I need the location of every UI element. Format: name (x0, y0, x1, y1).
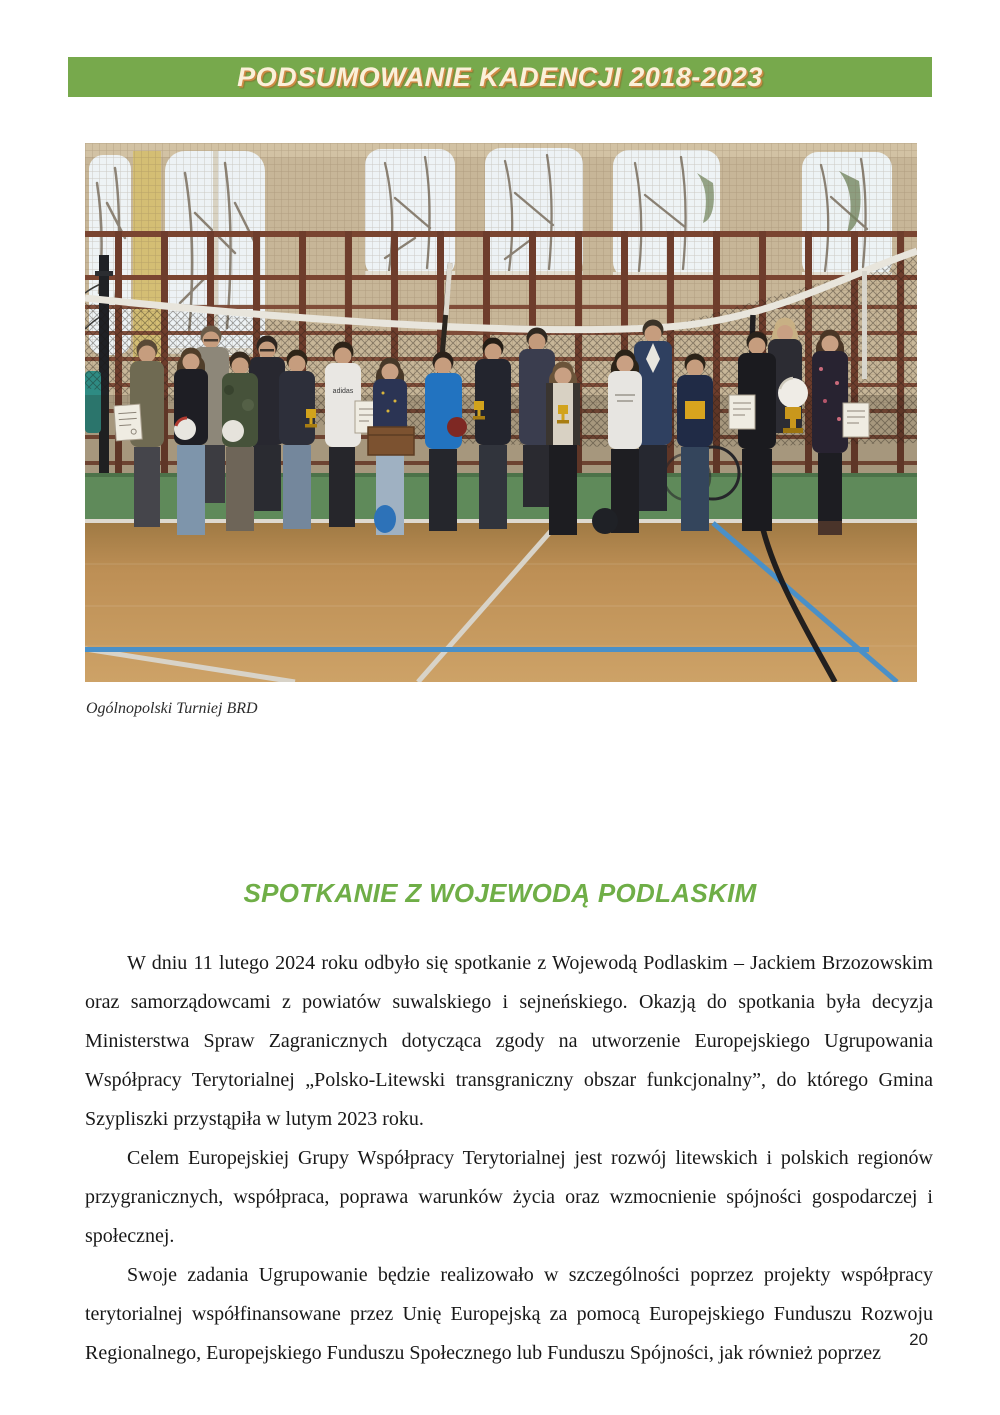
section-heading: SPOTKANIE Z WOJEWODĄ PODLASKIM (243, 878, 757, 908)
paragraph-2: Celem Europejskiej Grupy Współpracy Terytorialnej jest rozwój litewskich i polskich regionów przygranicznych, współpraca, poprawa warunków życia oraz wzmocnienie spójności gospodarczej i społecznej. (85, 1147, 933, 1247)
photo-caption: Ogólnopolski Turniej BRD (86, 700, 258, 717)
paragraph-3: Swoje zadania Ugrupowanie będzie realizowało w szczególności poprzez projekty współpracy terytorialnej współfinansowane przez Unię Europejską za pomocą Europejskiego Funduszu Rozwoju Regionalnego, Europejskiego Funduszu Społecznego lub Funduszu Spójności, jak również poprzez (85, 1264, 933, 1364)
photo-illustration (85, 143, 917, 682)
title-banner-text: PODSUMOWANIE KADENCJI 2018-2023 (237, 62, 763, 92)
person (546, 362, 580, 536)
floor-line-blue-horizontal (85, 647, 869, 652)
title-banner (68, 57, 932, 97)
person (677, 354, 713, 532)
page-number: 20 (909, 1330, 928, 1349)
body-text (85, 944, 933, 1373)
paragraph-1: W dniu 11 lutego 2024 roku odbyło się spotkanie z Wojewodą Podlaskim – Jackiem Brzozowskim oraz samorządowcami z powiatów suwalskiego i sejneńskiego. Okazją do spotkania była decyzja Ministerstwa Spraw Zagranicznych dotycząca zgody na utworzenie Europejskiego Ugrupowania Współpracy Terytorialnej „Polsko-Litewski transgraniczny obszar funkcjonalny”, do którego Gmina Szypliszki przystąpiła w lutym 2023 roku. (85, 952, 933, 1130)
person (174, 348, 208, 536)
photo-gym-tournament (85, 143, 917, 682)
person (222, 352, 258, 532)
person (608, 350, 642, 534)
shirt-label: adidas (332, 388, 354, 395)
